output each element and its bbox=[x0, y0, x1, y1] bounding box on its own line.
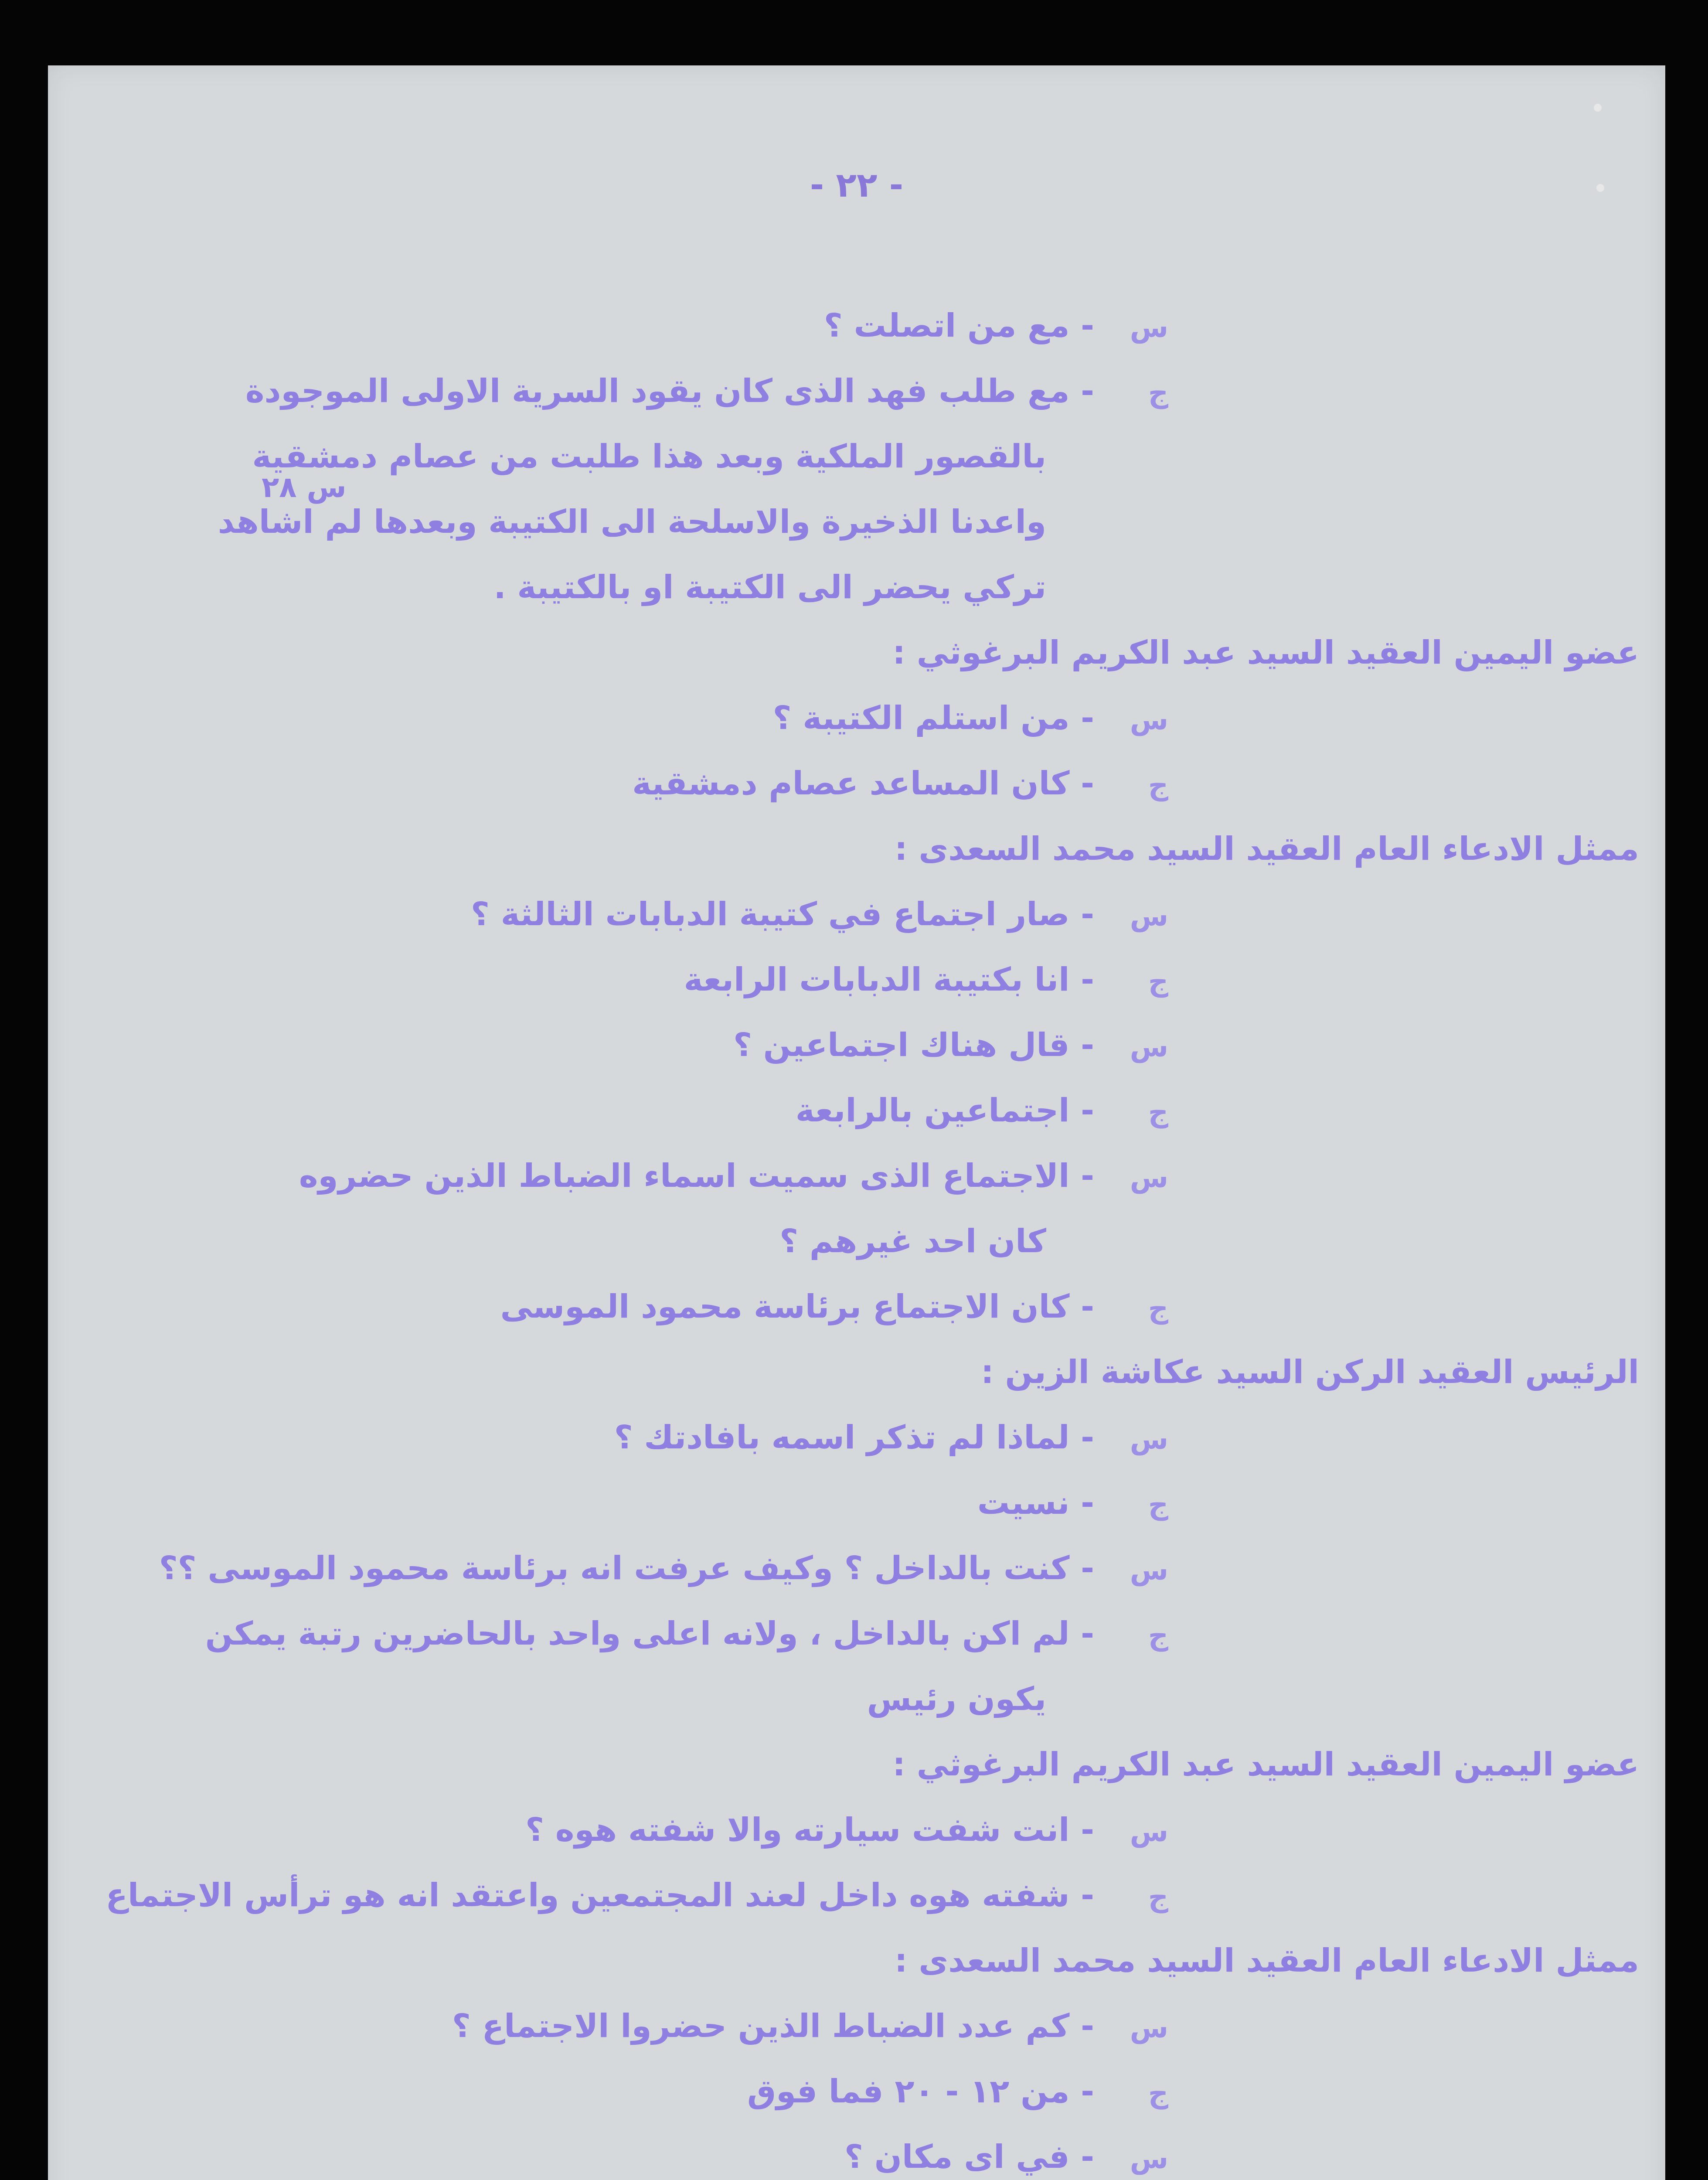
question-marker: س bbox=[1130, 1554, 1168, 1587]
answer-line: - شفته هوه داخل لعند المجتمعين واعتقد انه هو ترأس الاجتماع bbox=[105, 1877, 1094, 1914]
answer-line: - كان المساعد عصام دمشقية bbox=[632, 765, 1094, 802]
question-line: - لماذا لم تذكر اسمه بافادتك ؟ bbox=[614, 1419, 1094, 1456]
answer-marker: ج bbox=[1148, 1293, 1168, 1325]
margin-note: س ٢٨ bbox=[262, 470, 347, 504]
question-line: - كنت بالداخل ؟ وكيف عرفت انه برئاسة محمود الموسى ؟؟ bbox=[159, 1550, 1094, 1587]
question-marker: س bbox=[1130, 704, 1168, 736]
answer-marker: ج bbox=[1148, 1881, 1168, 1914]
answer-line: - نسيت bbox=[977, 1484, 1094, 1522]
question-line: - في اى مكان ؟ bbox=[844, 2138, 1094, 2176]
answer-marker: ج bbox=[1148, 377, 1168, 409]
question-marker: س bbox=[1130, 312, 1168, 344]
answer-marker: ج bbox=[1148, 1620, 1168, 1652]
question-marker: س bbox=[1130, 1816, 1168, 1848]
speaker-line: الرئيس العقيد الركن السيد عكاشة الزين : bbox=[981, 1353, 1639, 1391]
punch-hole-top bbox=[1594, 104, 1602, 112]
continuation-line: بالقصور الملكية وبعد هذا طلبت من عصام دمشقية bbox=[252, 438, 1046, 475]
question-marker: س bbox=[1130, 900, 1168, 933]
answer-marker: ج bbox=[1148, 770, 1168, 802]
question-line: - كم عدد الضباط الذين حضروا الاجتماع ؟ bbox=[452, 2007, 1094, 2045]
answer-line: - مع طلب فهد الذى كان يقود السرية الاولى الموجودة bbox=[245, 372, 1094, 410]
answer-marker: ج bbox=[1148, 1489, 1168, 1521]
speaker-line: عضو اليمين العقيد السيد عبد الكريم البرغوثي : bbox=[892, 1746, 1639, 1783]
answer-line: - كان الاجتماع برئاسة محمود الموسى bbox=[500, 1288, 1094, 1325]
answer-marker: ج bbox=[1148, 1097, 1168, 1129]
answer-marker: ج bbox=[1148, 966, 1168, 998]
question-marker: س bbox=[1130, 2143, 1168, 2175]
continuation-line: واعدنا الذخيرة والاسلحة الى الكتيبة وبعدها لم اشاهد bbox=[218, 503, 1046, 541]
question-line: - قال هناك اجتماعين ؟ bbox=[733, 1026, 1094, 1064]
question-line: - صار اجتماع في كتيبة الدبابات الثالثة ؟ bbox=[471, 896, 1094, 933]
question-line: - انت شفت سيارته والا شفته هوه ؟ bbox=[525, 1811, 1094, 1849]
continuation-line: يكون رئيس bbox=[867, 1680, 1046, 1718]
question-marker: س bbox=[1130, 1424, 1168, 1456]
speaker-line: ممثل الادعاء العام العقيد السيد محمد السعدى : bbox=[895, 1942, 1639, 1979]
question-marker: س bbox=[1130, 1162, 1168, 1194]
question-line: - من استلم الكتيبة ؟ bbox=[772, 699, 1094, 737]
answer-line: - من ١٢ - ٢٠ فما فوق bbox=[747, 2073, 1094, 2110]
answer-line: - اجتماعين بالرابعة bbox=[795, 1092, 1094, 1129]
continuation-line: كان احد غيرهم ؟ bbox=[779, 1223, 1046, 1260]
question-marker: س bbox=[1130, 1031, 1168, 1063]
answer-line: - لم اكن بالداخل ، ولانه اعلى واحد بالحاضرين رتبة يمكن bbox=[205, 1615, 1094, 1652]
question-line: - الاجتماع الذى سميت اسماء الضباط الذين حضروه bbox=[299, 1157, 1094, 1195]
speaker-line: ممثل الادعاء العام العقيد السيد محمد السعدى : bbox=[895, 830, 1639, 868]
question-line: - مع من اتصلت ؟ bbox=[823, 307, 1094, 344]
document-page bbox=[48, 65, 1665, 2180]
answer-marker: ج bbox=[1148, 2078, 1168, 2110]
answer-line: - انا بكتيبة الدبابات الرابعة bbox=[684, 961, 1094, 998]
continuation-line: تركي يحضر الى الكتيبة او بالكتيبة . bbox=[493, 569, 1046, 606]
question-marker: س bbox=[1130, 2012, 1168, 2044]
speaker-line: عضو اليمين العقيد السيد عبد الكريم البرغوثي : bbox=[892, 634, 1639, 671]
page-number: - ٢٢ - bbox=[810, 166, 904, 205]
